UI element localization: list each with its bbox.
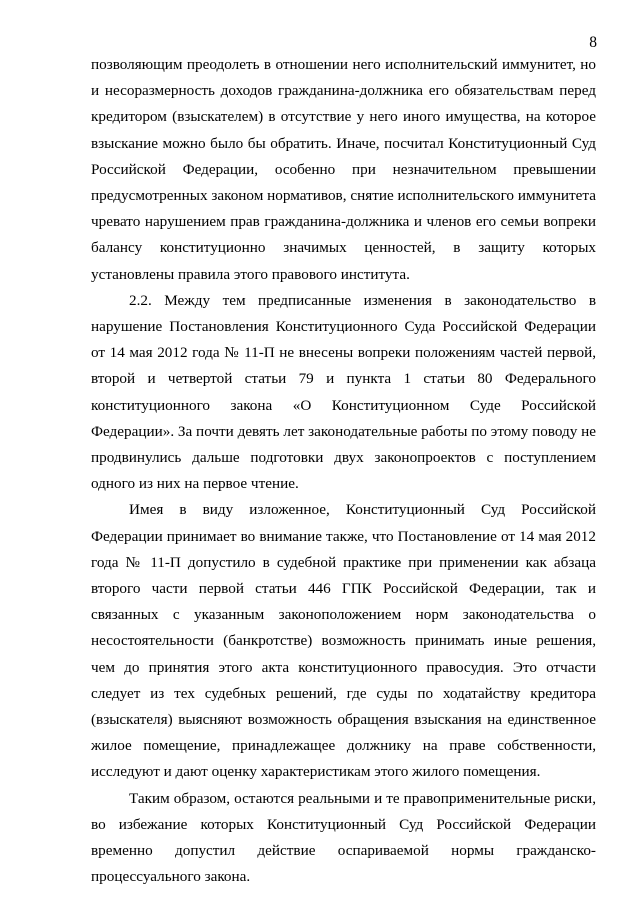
document-body: [91, 52, 596, 891]
paragraph-continuation: позволяющим преодолеть в отношении него исполнительский иммунитет, но и несоразмерность доходов гражданина-должника его обязательствам перед кредитором (взыскателем) в отсутствие у него иного имущества, на которое взыскание можно было бы обратить. Иначе, посчитал Конституционный Суд Российской Федерации, особенно при незначительном превышении предусмотренных законом нормативов, снятие исполнительского иммунитета чревато нарушением прав гражданина-должника и членов его семьи вопреки балансу конституционно значимых ценностей, в защиту которых установлены правила этого правового института.: [91, 56, 596, 283]
paragraph-conclusion: Таким образом, остаются реальными и те правоприменительные риски, во избежание которых Конституционный Суд Российской Федерации временно допустил действие оспариваемой нормы гражданско-процессуального закона.: [91, 789, 596, 886]
page-number: 8: [589, 34, 597, 51]
paragraph-consideration: Имея в виду изложенное, Конституционный Суд Российской Федерации принимает во внимание также, что Постановление от 14 мая 2012 года № 11-П допустило в судебной практике при применении как абзаца второго части первой статьи 446 ГПК Российской Федерации, так и связанных с указанным законоположением норм законодательства о несостоятельности (банкротстве) возможность принимать иные решения, чем до принятия этого акта конституционного правосудия. Это отчасти следует из тех судебных решений, где суды по ходатайству кредитора (взыскателя) выясняют возможность обращения взыскания на единственное жилое помещение, принадлежащее должнику на праве собственности, исследуют и дают оценку характеристикам этого жилого помещения.: [91, 501, 596, 781]
paragraph-section-2-2: 2.2. Между тем предписанные изменения в законодательство в нарушение Постановления Конституционного Суда Российской Федерации от 14 мая 2012 года № 11-П не внесены вопреки положениям частей первой, второй и четвертой статьи 79 и пункта 1 статьи 80 Федерального конституционного закона «О Конституционном Суде Российской Федерации». За почти девять лет законодательные работы по этому поводу не продвинулись дальше подготовки двух законопроектов с поступлением одного из них на первое чтение.: [91, 291, 596, 493]
